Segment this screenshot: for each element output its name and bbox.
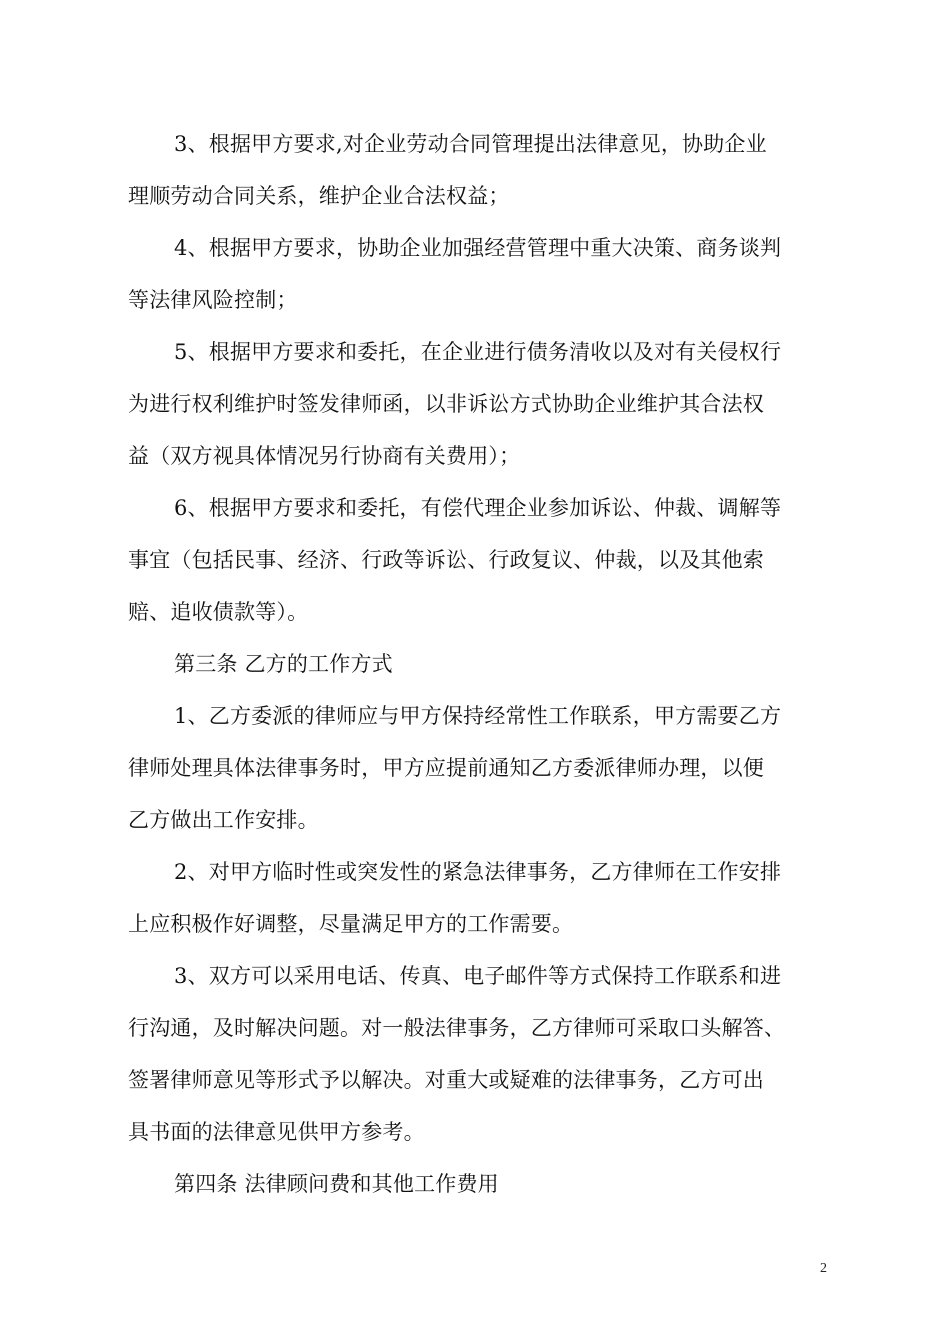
paragraph-4-line-1: 4、根据甲方要求，协助企业加强经营管理中重大决策、商务谈判 [174,236,782,260]
paragraph-4-line-2: 等法律风险控制； [128,288,298,312]
page-number: 2 [820,1261,827,1276]
work-method-2-line-1: 2、对甲方临时性或突发性的紧急法律事务，乙方律师在工作安排 [174,860,782,884]
paragraph-3-line-2: 理顺劳动合同关系，维护企业合法权益； [128,184,510,208]
paragraph-5-line-1: 5、根据甲方要求和委托，在企业进行债务清收以及对有关侵权行 [174,340,782,364]
work-method-1-line-2: 律师处理具体法律事务时，甲方应提前通知乙方委派律师办理，以便 [128,756,764,780]
work-method-3-line-1: 3、双方可以采用电话、传真、电子邮件等方式保持工作联系和进 [174,964,782,988]
paragraph-5-line-2: 为进行权利维护时签发律师函，以非诉讼方式协助企业维护其合法权 [128,392,764,416]
paragraph-6-line-3: 赔、追收债款等）。 [128,600,309,624]
work-method-3-line-4: 具书面的法律意见供甲方参考。 [128,1120,425,1144]
paragraph-3-line-1: 3、根据甲方要求,对企业劳动合同管理提出法律意见，协助企业 [174,132,767,156]
article-4-heading: 第四条 法律顾问费和其他工作费用 [174,1172,499,1196]
paragraph-5-line-3: 益（双方视具体情况另行协商有关费用）； [128,444,521,468]
paragraph-6-line-1: 6、根据甲方要求和委托，有偿代理企业参加诉讼、仲裁、调解等 [174,496,782,520]
article-3-heading: 第三条 乙方的工作方式 [174,652,393,676]
work-method-2-line-2: 上应积极作好调整，尽量满足甲方的工作需要。 [128,912,574,936]
work-method-3-line-2: 行沟通，及时解决问题。对一般法律事务，乙方律师可采取口头解答、 [128,1016,786,1040]
paragraph-6-line-2: 事宜（包括民事、经济、行政等诉讼、行政复议、仲裁，以及其他索 [128,548,764,572]
work-method-3-line-3: 签署律师意见等形式予以解决。对重大或疑难的法律事务，乙方可出 [128,1068,764,1092]
work-method-1-line-1: 1、乙方委派的律师应与甲方保持经常性工作联系，甲方需要乙方 [174,704,782,728]
work-method-1-line-3: 乙方做出工作安排。 [128,808,319,832]
